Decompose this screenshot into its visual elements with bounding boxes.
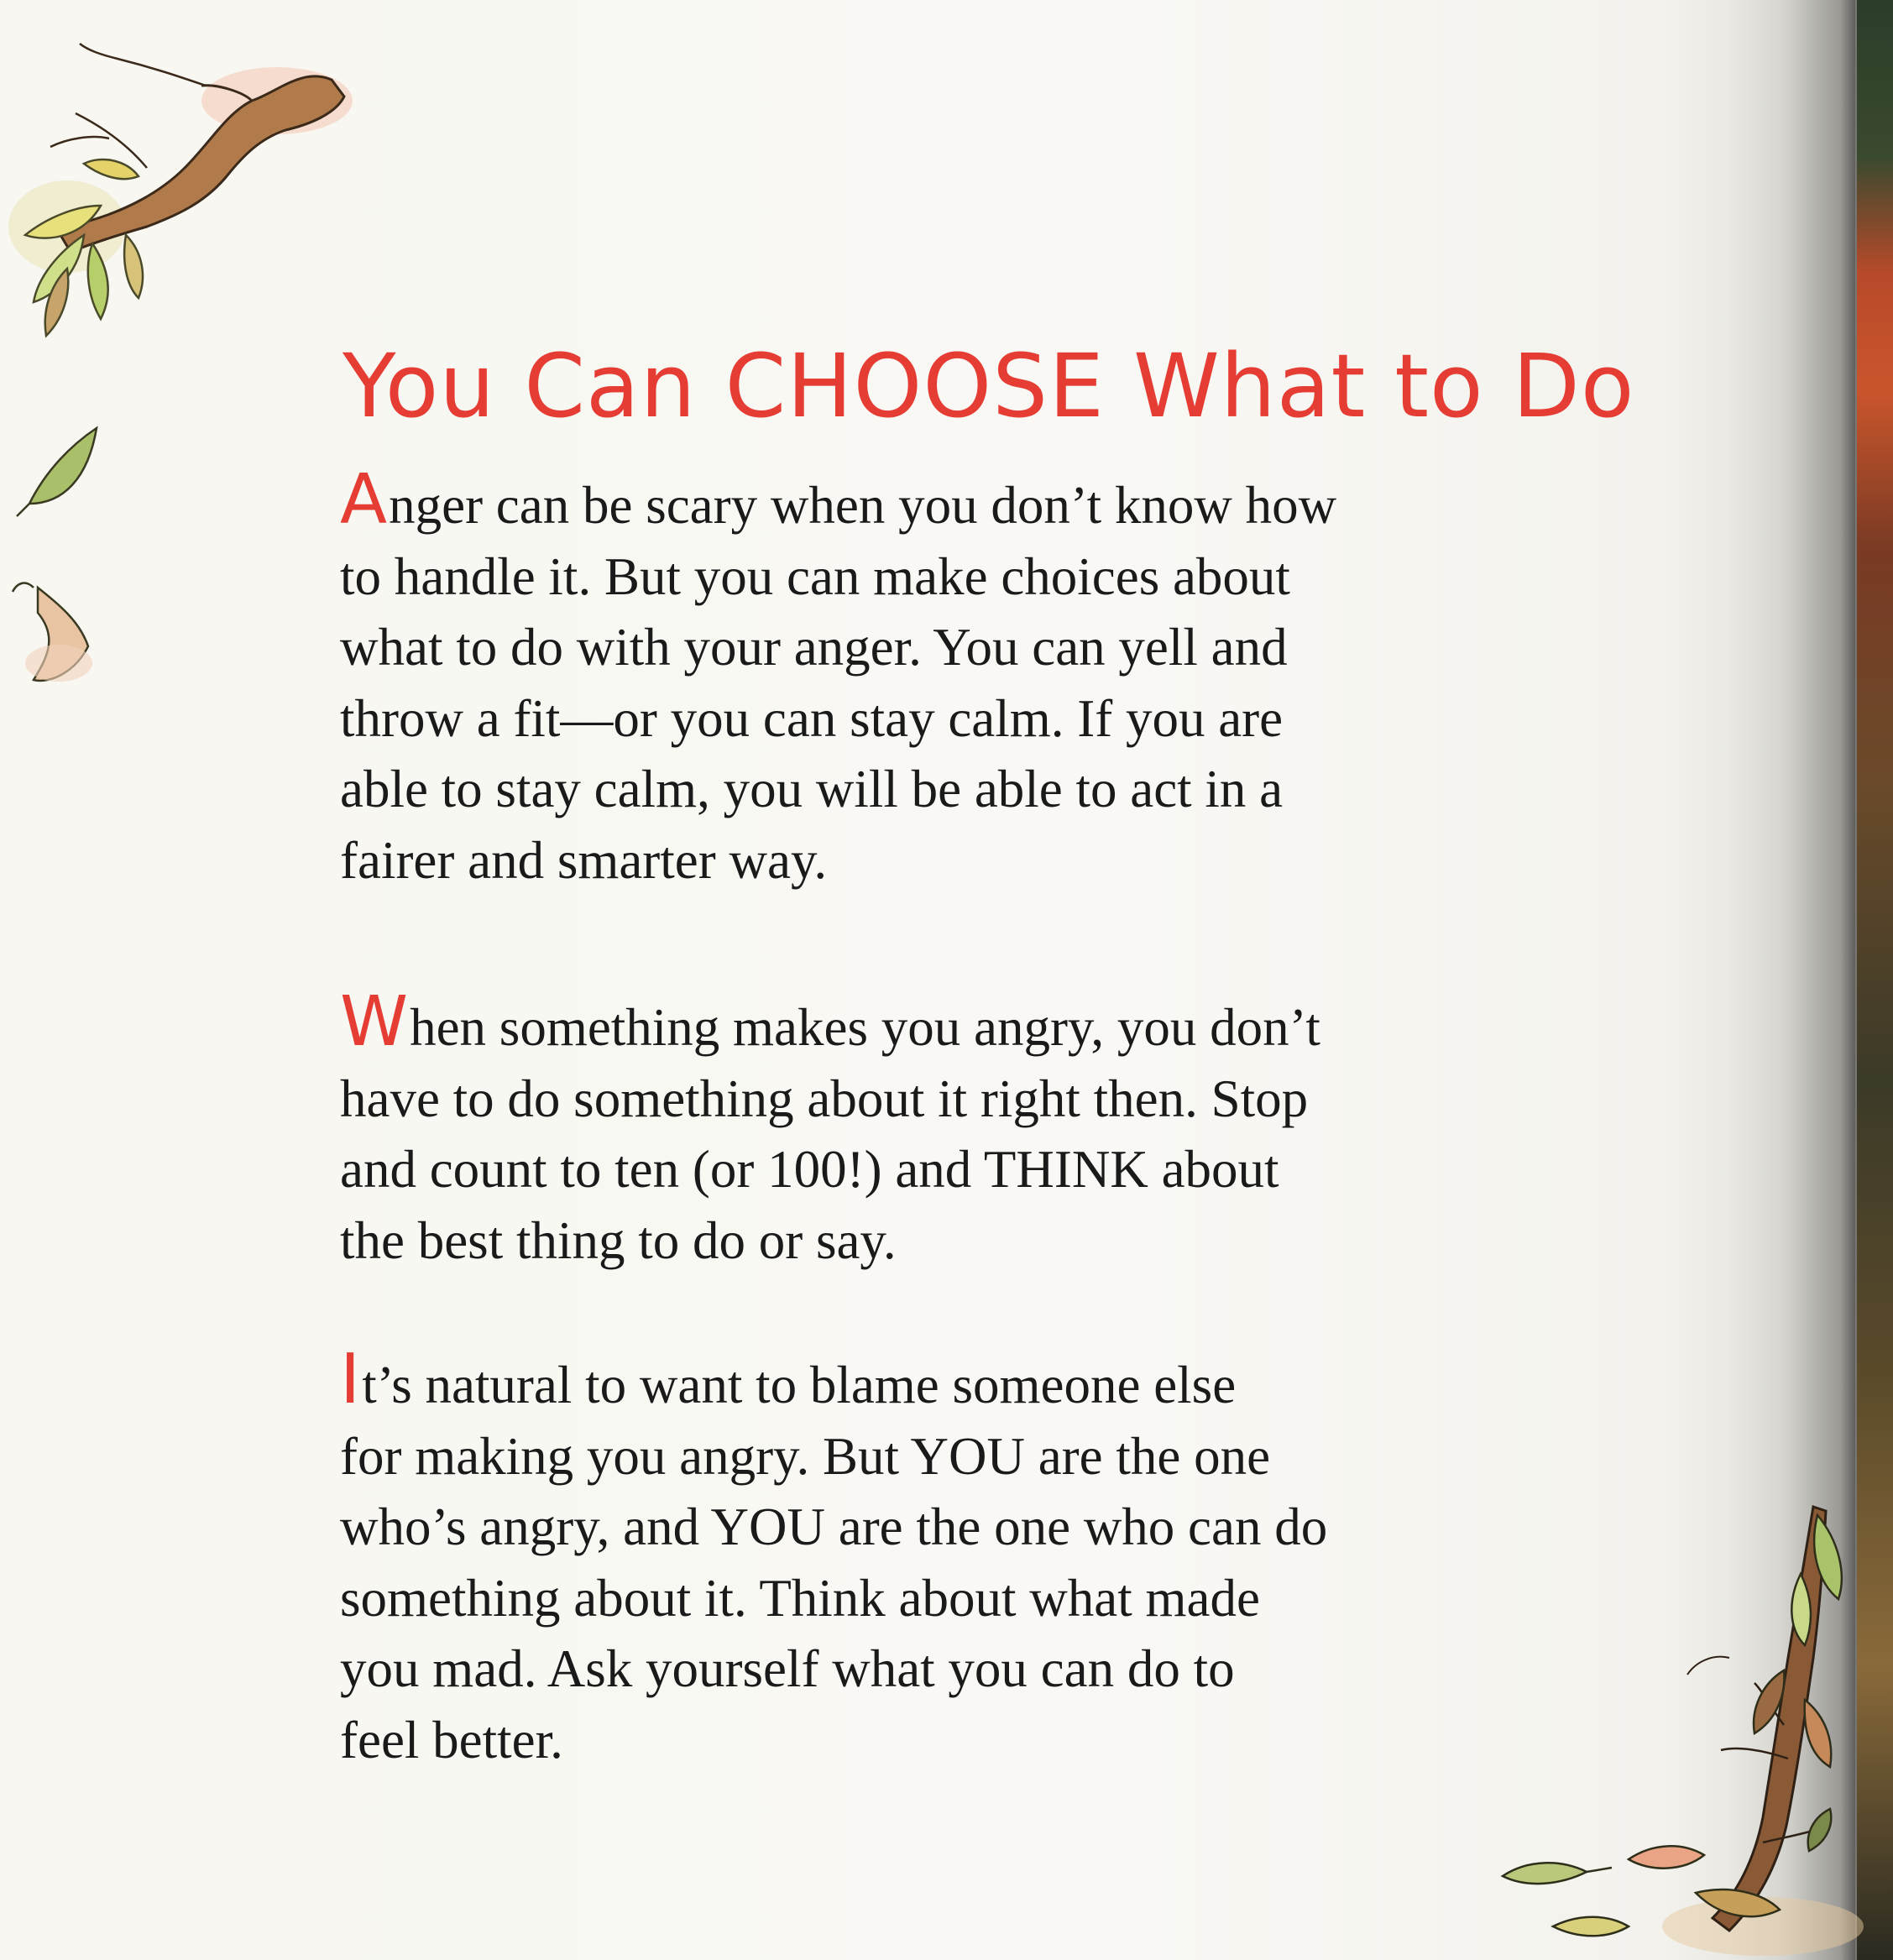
- paragraph-line: to handle it. But you can make choices about: [340, 546, 1290, 606]
- paragraph-line: who’s angry, and YOU are the one who can do: [340, 1497, 1328, 1556]
- drop-cap: A: [340, 460, 388, 540]
- drop-cap: I: [340, 1340, 361, 1419]
- paragraph-line: feel better.: [340, 1710, 563, 1769]
- paragraph-2: [340, 982, 1616, 1276]
- page-title: You Can CHOOSE What to Do: [343, 335, 1635, 437]
- drop-cap: W: [340, 982, 409, 1062]
- paragraph-line: you mad. Ask yourself what you can do to: [340, 1639, 1235, 1698]
- paragraph-line: fairer and smarter way.: [340, 830, 828, 890]
- paragraph-line: for making you angry. But YOU are the one: [340, 1426, 1271, 1486]
- first-line-text: t’s natural to want to blame someone else: [362, 1356, 1237, 1414]
- paragraph-first-line: [340, 982, 1616, 1064]
- paragraph-1: [340, 460, 1616, 896]
- first-line-text: hen something makes you angry, you don’t: [410, 998, 1320, 1057]
- paragraph-line: something about it. Think about what made: [340, 1568, 1260, 1628]
- paragraph-line: and count to ten (or 100!) and THINK about: [340, 1140, 1279, 1199]
- first-line-text: nger can be scary when you don’t know how: [389, 476, 1337, 535]
- paragraph-line: what to do with your anger. You can yell and: [340, 618, 1288, 677]
- paragraph-first-line: [340, 1340, 1616, 1421]
- paragraph-first-line: [340, 460, 1616, 541]
- paragraph-line: throw a fit—or you can stay calm. If you are: [340, 688, 1284, 748]
- paragraph-line: the best thing to do or say.: [340, 1210, 897, 1270]
- paragraph-line: able to stay calm, you will be able to act in a: [340, 760, 1284, 818]
- paragraph-line: have to do something about it right then. Stop: [340, 1069, 1309, 1128]
- paragraph-3: [340, 1340, 1616, 1775]
